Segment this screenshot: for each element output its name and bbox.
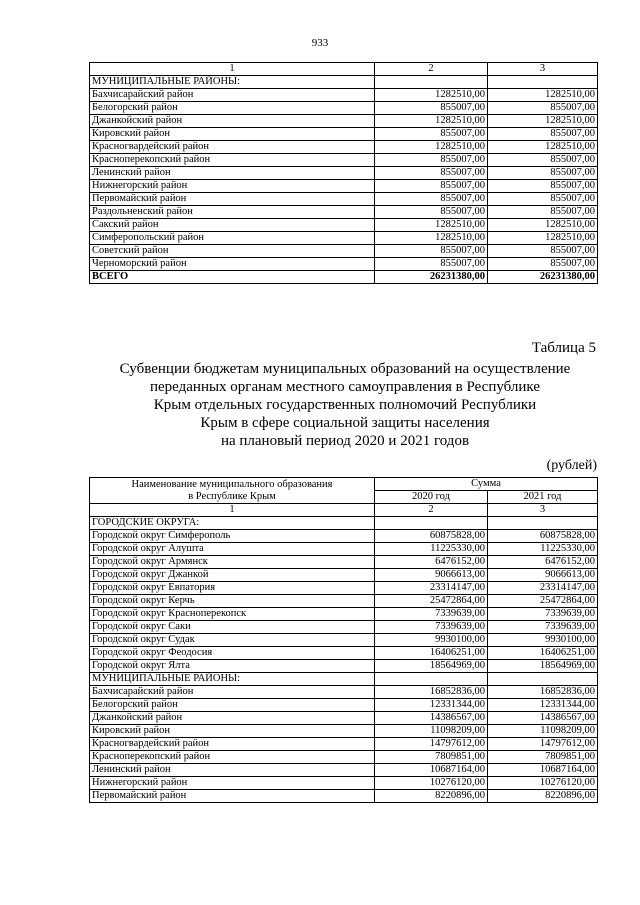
municipality-name: Городской округ Алушта — [90, 543, 375, 556]
amount-2020: 11225330,00 — [375, 543, 488, 556]
amount-2021: 25472864,00 — [488, 595, 598, 608]
table-row — [90, 180, 598, 193]
amount-2021: 11098209,00 — [488, 725, 598, 738]
continued-subsidy-table-body — [90, 63, 598, 284]
municipality-name: Нижнегорский район — [90, 777, 375, 790]
amount-2020: 855007,00 — [375, 258, 488, 271]
municipality-name: Городской округ Армянск — [90, 556, 375, 569]
amount-2020: 8220896,00 — [375, 790, 488, 803]
table-row — [90, 777, 598, 790]
amount-2021: 855007,00 — [488, 258, 598, 271]
amount-2020: 855007,00 — [375, 167, 488, 180]
municipality-name: Бахчисарайский район — [90, 686, 375, 699]
title-line: переданных органам местного самоуправления в Республике — [149, 379, 541, 395]
amount-2020: 855007,00 — [375, 128, 488, 141]
amount-2021: 10276120,00 — [488, 777, 598, 790]
amount-2020: 18564969,00 — [375, 660, 488, 673]
municipality-name: Городской округ Судак — [90, 634, 375, 647]
table-row — [90, 764, 598, 777]
table-row — [90, 595, 598, 608]
amount-2020: 855007,00 — [375, 206, 488, 219]
municipality-name: Красногвардейский район — [90, 141, 375, 154]
header-row — [90, 478, 598, 491]
amount-2021: 9930100,00 — [488, 634, 598, 647]
table-row — [90, 154, 598, 167]
amount-2021: 14386567,00 — [488, 712, 598, 725]
name-header-line: Наименование муниципального образования — [131, 478, 333, 490]
amount-2021: 855007,00 — [488, 167, 598, 180]
amount-2021: 14797612,00 — [488, 738, 598, 751]
table-row — [90, 543, 598, 556]
table-label: Таблица 5 — [531, 340, 596, 356]
amount-2020: 12331344,00 — [375, 699, 488, 712]
amount-2021: 1282510,00 — [488, 115, 598, 128]
amount-2021: 7339639,00 — [488, 621, 598, 634]
municipality-name: Красногвардейский район — [90, 738, 375, 751]
municipality-name: Белогорский район — [90, 699, 375, 712]
table-row — [90, 556, 598, 569]
table-row — [90, 608, 598, 621]
municipality-name: Черноморский район — [90, 258, 375, 271]
municipality-name: Красноперекопский район — [90, 751, 375, 764]
table-row — [90, 232, 598, 245]
amount-2021: 855007,00 — [488, 154, 598, 167]
empty-cell — [488, 517, 598, 530]
column-number: 1 — [90, 504, 375, 517]
table-row — [90, 193, 598, 206]
amount-2021: 8220896,00 — [488, 790, 598, 803]
amount-2020: 11098209,00 — [375, 725, 488, 738]
municipality-name: Городской округ Евпатория — [90, 582, 375, 595]
total-row — [90, 271, 598, 284]
continued-subsidy-table — [89, 62, 598, 284]
amount-2021: 16852836,00 — [488, 686, 598, 699]
municipality-name: Раздольненский район — [90, 206, 375, 219]
municipality-name: Бахчисарайский район — [90, 89, 375, 102]
table-row — [90, 141, 598, 154]
page-number: 933 — [311, 37, 329, 49]
amount-2020: 1282510,00 — [375, 89, 488, 102]
amount-2020: 16406251,00 — [375, 647, 488, 660]
amount-2021: 1282510,00 — [488, 89, 598, 102]
amount-2020: 855007,00 — [375, 154, 488, 167]
amount-2021: 855007,00 — [488, 245, 598, 258]
municipality-name: Городской округ Симферополь — [90, 530, 375, 543]
municipality-name: Ленинский район — [90, 764, 375, 777]
municipality-name: Первомайский район — [90, 790, 375, 803]
amount-2021: 26231380,00 — [488, 271, 598, 284]
section-row — [90, 76, 598, 89]
table-row — [90, 167, 598, 180]
table-row — [90, 89, 598, 102]
amount-2021: 7339639,00 — [488, 608, 598, 621]
amount-2020: 7339639,00 — [375, 608, 488, 621]
amount-2021: 16406251,00 — [488, 647, 598, 660]
municipality-name: Городской округ Феодосия — [90, 647, 375, 660]
table-row — [90, 128, 598, 141]
amount-2021: 11225330,00 — [488, 543, 598, 556]
amount-2020: 6476152,00 — [375, 556, 488, 569]
sum-column-header: Сумма — [375, 478, 598, 491]
amount-2021: 855007,00 — [488, 128, 598, 141]
amount-2020: 7339639,00 — [375, 621, 488, 634]
table-row — [90, 725, 598, 738]
municipality-name: Кировский район — [90, 128, 375, 141]
amount-2021: 60875828,00 — [488, 530, 598, 543]
amount-2020: 16852836,00 — [375, 686, 488, 699]
empty-cell — [375, 76, 488, 89]
amount-2020: 9066613,00 — [375, 569, 488, 582]
table-row — [90, 738, 598, 751]
amount-2021: 23314147,00 — [488, 582, 598, 595]
table-row — [90, 530, 598, 543]
table-row — [90, 245, 598, 258]
table-title — [60, 360, 630, 450]
municipality-name: Белогорский район — [90, 102, 375, 115]
amount-2020: 855007,00 — [375, 102, 488, 115]
title-line: на плановый период 2020 и 2021 годов — [220, 433, 470, 449]
title-line: Крым в сфере социальной защиты населения — [200, 415, 490, 431]
empty-cell — [488, 673, 598, 686]
municipality-name: Первомайский район — [90, 193, 375, 206]
column-number-row — [90, 504, 598, 517]
municipality-name: Нижнегорский район — [90, 180, 375, 193]
municipality-name: Городской округ Керчь — [90, 595, 375, 608]
amount-2021: 6476152,00 — [488, 556, 598, 569]
column-number: 3 — [488, 63, 598, 76]
municipality-name: Советский район — [90, 245, 375, 258]
table-row — [90, 206, 598, 219]
amount-2020: 23314147,00 — [375, 582, 488, 595]
amount-2020: 26231380,00 — [375, 271, 488, 284]
municipality-name: Городской округ Саки — [90, 621, 375, 634]
amount-2021: 7809851,00 — [488, 751, 598, 764]
section-row — [90, 673, 598, 686]
amount-2021: 10687164,00 — [488, 764, 598, 777]
municipality-name: Ленинский район — [90, 167, 375, 180]
title-line: Крым отдельных государственных полномочий Республики — [153, 397, 537, 413]
municipality-name: Городской округ Джанкой — [90, 569, 375, 582]
table-row — [90, 699, 598, 712]
column-number-row — [90, 63, 598, 76]
amount-2021: 855007,00 — [488, 180, 598, 193]
municipality-name: Городской округ Красноперекопск — [90, 608, 375, 621]
amount-2020: 9930100,00 — [375, 634, 488, 647]
table-row — [90, 219, 598, 232]
name-column-header — [90, 478, 375, 504]
municipality-name: Городской округ Ялта — [90, 660, 375, 673]
amount-2021: 12331344,00 — [488, 699, 598, 712]
table-row — [90, 634, 598, 647]
table-row — [90, 647, 598, 660]
amount-2020: 14386567,00 — [375, 712, 488, 725]
table-row — [90, 686, 598, 699]
amount-2021: 1282510,00 — [488, 232, 598, 245]
total-label: ВСЕГО — [90, 271, 375, 284]
amount-2020: 14797612,00 — [375, 738, 488, 751]
table-row — [90, 751, 598, 764]
amount-2020: 855007,00 — [375, 245, 488, 258]
table-row — [90, 569, 598, 582]
table-row — [90, 621, 598, 634]
table-row — [90, 660, 598, 673]
title-line: Субвенции бюджетам муниципальных образований на осуществление — [119, 361, 571, 377]
amount-2020: 1282510,00 — [375, 232, 488, 245]
name-header-line: в Республике Крым — [188, 490, 276, 502]
column-number: 1 — [90, 63, 375, 76]
amount-2020: 10687164,00 — [375, 764, 488, 777]
amount-2020: 1282510,00 — [375, 141, 488, 154]
column-number: 2 — [375, 63, 488, 76]
table-row — [90, 102, 598, 115]
section-label: МУНИЦИПАЛЬНЫЕ РАЙОНЫ: — [90, 76, 375, 89]
table-row — [90, 582, 598, 595]
amount-2021: 1282510,00 — [488, 219, 598, 232]
empty-cell — [488, 76, 598, 89]
amount-2021: 18564969,00 — [488, 660, 598, 673]
section-row — [90, 517, 598, 530]
amount-2020: 855007,00 — [375, 180, 488, 193]
amount-2020: 60875828,00 — [375, 530, 488, 543]
column-number: 3 — [488, 504, 598, 517]
empty-cell — [375, 517, 488, 530]
amount-2020: 855007,00 — [375, 193, 488, 206]
municipality-name: Красноперекопский район — [90, 154, 375, 167]
amount-2021: 855007,00 — [488, 206, 598, 219]
year-header: 2020 год — [375, 491, 488, 504]
amount-2020: 10276120,00 — [375, 777, 488, 790]
table-row — [90, 712, 598, 725]
column-number: 2 — [375, 504, 488, 517]
table-row — [90, 258, 598, 271]
amount-2020: 1282510,00 — [375, 115, 488, 128]
table-row — [90, 115, 598, 128]
section-label: ГОРОДСКИЕ ОКРУГА: — [90, 517, 375, 530]
municipality-name: Кировский район — [90, 725, 375, 738]
amount-2020: 1282510,00 — [375, 219, 488, 232]
municipality-name: Джанкойский район — [90, 115, 375, 128]
table-row — [90, 790, 598, 803]
amount-2020: 7809851,00 — [375, 751, 488, 764]
subsidy-table — [89, 477, 598, 803]
municipality-name: Сакский район — [90, 219, 375, 232]
amount-2020: 25472864,00 — [375, 595, 488, 608]
units-label: (рублей) — [546, 458, 597, 473]
section-label: МУНИЦИПАЛЬНЫЕ РАЙОНЫ: — [90, 673, 375, 686]
amount-2021: 855007,00 — [488, 193, 598, 206]
empty-cell — [375, 673, 488, 686]
subsidy-table-body — [90, 478, 598, 803]
municipality-name: Джанкойский район — [90, 712, 375, 725]
amount-2021: 9066613,00 — [488, 569, 598, 582]
municipality-name: Симферопольский район — [90, 232, 375, 245]
amount-2021: 1282510,00 — [488, 141, 598, 154]
year-header: 2021 год — [488, 491, 598, 504]
amount-2021: 855007,00 — [488, 102, 598, 115]
